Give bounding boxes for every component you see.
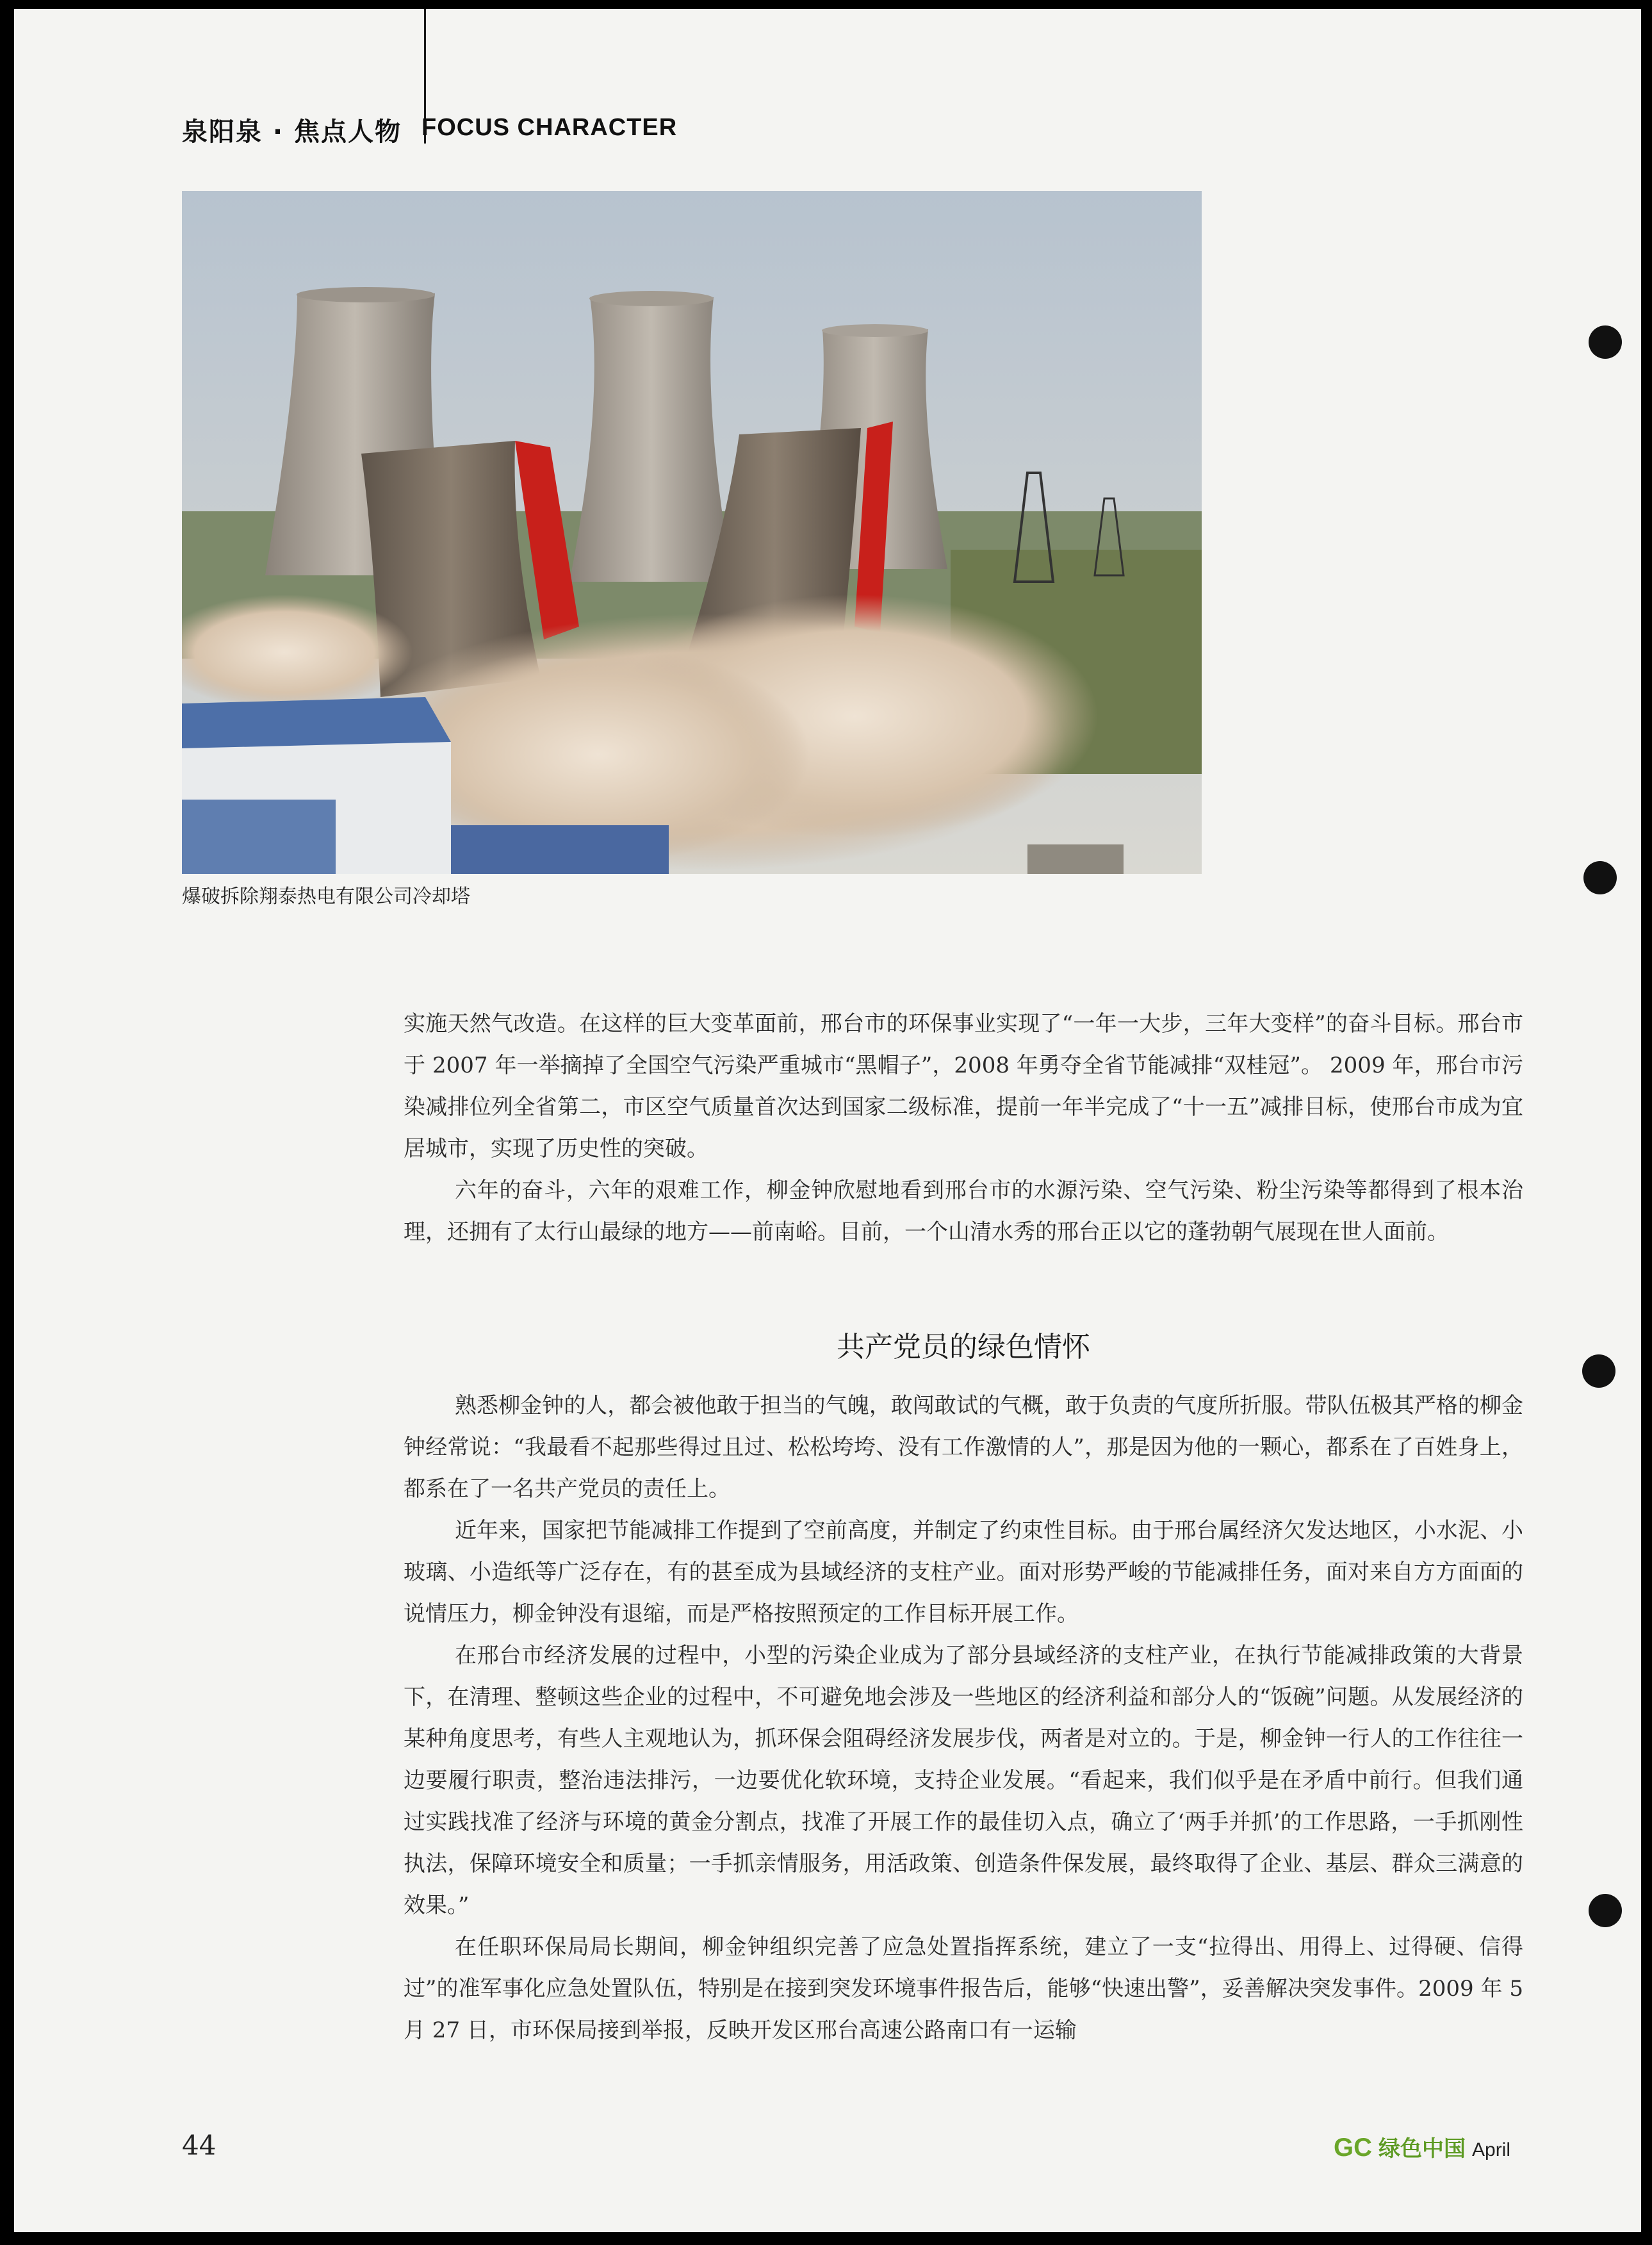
photo-caption: 爆破拆除翔泰热电有限公司冷却塔 — [182, 885, 470, 908]
magazine-name: 绿色中国 — [1378, 2136, 1466, 2162]
paragraph: 熟悉柳金钟的人，都会被他敢于担当的气魄，敢闯敢试的气概，敢于负责的气度所折服。带队伍极其严格的柳金钟经常说：“我最看不起那些得过且过、松松垮垮、没有工作激情的人”，那是因为他的一颗心，都系在了百姓身上，都系在了一名共产党员的责任上。 — [404, 1393, 1523, 1502]
binder-hole — [1589, 325, 1622, 359]
paragraph: 在邢台市经济发展的过程中，小型的污染企业成为了部分县域经济的支柱产业，在执行节能减排政策的大背景下，在清理、整顿这些企业的过程中，不可避免地会涉及一些地区的经济利益和部分人的“饭碗”问题。从发展经济的某种角度思考，有些人主观地认为，抓环保会阻碍经济发展步伐，两者是对立的。于是，柳金钟一行人的工作往往一边要履行职责，整治违法排污，一边要优化软环境，支持企业发展。“看起来，我们似乎是在矛盾中前行。但我们通过实践找准了经济与环境的黄金分割点，找准了开展工作的最佳切入点，确立了‘两手并抓’的工作思路，一手抓刚性执法，保障环境安全和质量；一手抓亲情服务，用活政策、创造条件保发展，最终取得了企业、基层、群众三满意的效果。” — [404, 1643, 1523, 1918]
binder-hole — [1589, 1894, 1622, 1927]
section-heading: 共产党员的绿色情怀 — [837, 1331, 1090, 1363]
issue-month: April — [1472, 2139, 1511, 2160]
paragraph: 实施天然气改造。在这样的巨大变革面前，邢台市的环保事业实现了“一年一大步，三年大变样”的奋斗目标。邢台市于 2007 年一举摘掉了全国空气污染严重城市“黑帽子”，2008 年勇夺全省节能减排“双桂冠”。 2009 年，邢台市污染减排位列全省第二，市区空气质量首次达到国家二级标准，提前一年半完成了“十一五”减排目标，使邢台市成为宜居城市，实现了历史性的突破。 — [404, 1011, 1523, 1162]
article-body-top — [404, 1003, 1523, 1253]
footer-brand — [1334, 2131, 1510, 2162]
article-body-bottom — [404, 1385, 1523, 2052]
binder-hole — [1582, 1354, 1615, 1388]
binder-hole — [1583, 861, 1617, 894]
paragraph: 近年来，国家把节能减排工作提到了空前高度，并制定了约束性目标。由于邢台属经济欠发达地区，小水泥、小玻璃、小造纸等广泛存在，有的甚至成为县域经济的支柱产业。面对形势严峻的节能减排任务，面对来自方方面面的说情压力，柳金钟没有退缩，而是严格按照预定的工作目标开展工作。 — [404, 1518, 1523, 1627]
section-label-en: FOCUS CHARACTER — [421, 114, 678, 141]
page-number: 44 — [182, 2130, 217, 2161]
magazine-logo: GC — [1334, 2134, 1372, 2162]
section-label-cn: 泉阳泉 · 焦点人物 — [182, 117, 402, 147]
paragraph: 六年的奋斗，六年的艰难工作，柳金钟欣慰地看到邢台市的水源污染、空气污染、粉尘污染等都得到了根本治理，还拥有了太行山最绿的地方——前南峪。目前，一个山清水秀的邢台正以它的蓬勃朝气展现在世人面前。 — [404, 1178, 1523, 1245]
magazine-page — [14, 9, 1641, 2232]
paragraph: 在任职环保局局长期间，柳金钟组织完善了应急处置指挥系统，建立了一支“拉得出、用得上、过得硬、信得过”的准军事化应急处置队伍，特别是在接到突发环境事件报告后，能够“快速出警”，妥善解决突发事件。2009 年 5 月 27 日，市环保局接到举报，反映开发区邢台高速公路南口有一运输 — [404, 1934, 1523, 2043]
cooling-tower-demolition-photo — [182, 191, 1202, 874]
